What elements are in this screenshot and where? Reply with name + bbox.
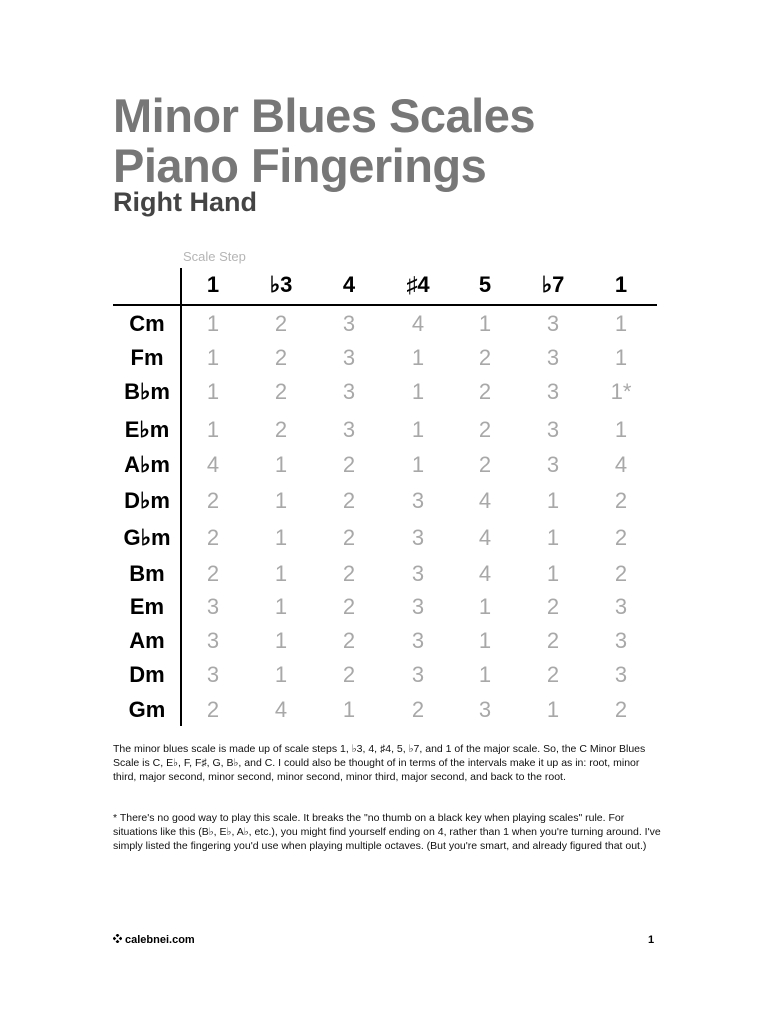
finger-cell: 3 bbox=[342, 417, 356, 442]
finger-cell: 1 bbox=[478, 311, 492, 336]
finger-cell: 2 bbox=[206, 488, 220, 513]
footer-brand-text: calebnei.com bbox=[125, 934, 195, 946]
row-header-key: Gm bbox=[128, 697, 166, 722]
finger-cell: 2 bbox=[342, 561, 356, 586]
finger-cell: 1 bbox=[274, 525, 288, 550]
finger-cell: 2 bbox=[274, 417, 288, 442]
finger-cell: 1 bbox=[411, 345, 425, 370]
finger-cell: 1 bbox=[274, 452, 288, 477]
finger-cell: 4 bbox=[614, 452, 628, 477]
row-header-key: Em bbox=[129, 594, 165, 619]
finger-cell: 1 bbox=[274, 561, 288, 586]
finger-cell: 2 bbox=[478, 452, 492, 477]
finger-cell: 2 bbox=[342, 594, 356, 619]
finger-cell: 1* bbox=[610, 379, 632, 404]
finger-cell: 4 bbox=[274, 697, 288, 722]
finger-cell: 2 bbox=[478, 417, 492, 442]
finger-cell: 3 bbox=[206, 628, 220, 653]
finger-cell: 1 bbox=[614, 345, 628, 370]
finger-cell: 2 bbox=[206, 525, 220, 550]
finger-cell: 2 bbox=[342, 525, 356, 550]
row-header-key: A♭m bbox=[124, 452, 170, 477]
finger-cell: 3 bbox=[614, 662, 628, 687]
column-header: 1 bbox=[614, 272, 628, 297]
finger-cell: 3 bbox=[614, 594, 628, 619]
finger-cell: 3 bbox=[546, 452, 560, 477]
finger-cell: 2 bbox=[614, 561, 628, 586]
finger-cell: 4 bbox=[206, 452, 220, 477]
page-title-line-1: Minor Blues Scales bbox=[113, 89, 535, 142]
finger-cell: 4 bbox=[478, 488, 492, 513]
table-horizontal-divider bbox=[113, 304, 657, 306]
finger-cell: 1 bbox=[546, 525, 560, 550]
finger-cell: 1 bbox=[206, 345, 220, 370]
finger-cell: 2 bbox=[274, 345, 288, 370]
finger-cell: 3 bbox=[411, 594, 425, 619]
row-header-key: Fm bbox=[130, 345, 164, 370]
row-header-key: Am bbox=[129, 628, 165, 653]
finger-cell: 1 bbox=[411, 379, 425, 404]
finger-cell: 4 bbox=[478, 525, 492, 550]
finger-cell: 1 bbox=[478, 662, 492, 687]
finger-cell: 2 bbox=[342, 628, 356, 653]
finger-cell: 1 bbox=[614, 417, 628, 442]
column-header: 5 bbox=[478, 272, 492, 297]
finger-cell: 2 bbox=[342, 662, 356, 687]
finger-cell: 2 bbox=[274, 379, 288, 404]
page-number: 1 bbox=[648, 934, 655, 946]
finger-cell: 1 bbox=[546, 697, 560, 722]
finger-cell: 1 bbox=[206, 311, 220, 336]
finger-cell: 3 bbox=[411, 662, 425, 687]
row-header-key: E♭m bbox=[124, 417, 170, 442]
finger-cell: 1 bbox=[342, 697, 356, 722]
finger-cell: 1 bbox=[274, 628, 288, 653]
finger-cell: 2 bbox=[614, 488, 628, 513]
diamond-logo-icon bbox=[113, 934, 122, 946]
finger-cell: 1 bbox=[274, 662, 288, 687]
finger-cell: 4 bbox=[478, 561, 492, 586]
finger-cell: 3 bbox=[342, 379, 356, 404]
finger-cell: 1 bbox=[206, 379, 220, 404]
finger-cell: 3 bbox=[342, 345, 356, 370]
finger-cell: 1 bbox=[478, 628, 492, 653]
finger-cell: 3 bbox=[546, 379, 560, 404]
finger-cell: 1 bbox=[546, 561, 560, 586]
page-subtitle: Right Hand bbox=[113, 187, 257, 217]
page-title-line-2: Piano Fingerings bbox=[113, 139, 487, 192]
finger-cell: 2 bbox=[411, 697, 425, 722]
row-header-key: Bm bbox=[129, 561, 165, 586]
finger-cell: 3 bbox=[342, 311, 356, 336]
finger-cell: 3 bbox=[546, 311, 560, 336]
finger-cell: 3 bbox=[206, 662, 220, 687]
footer-brand bbox=[113, 934, 195, 946]
finger-cell: 1 bbox=[478, 594, 492, 619]
finger-cell: 2 bbox=[342, 452, 356, 477]
finger-cell: 3 bbox=[614, 628, 628, 653]
finger-cell: 2 bbox=[342, 488, 356, 513]
finger-cell: 3 bbox=[411, 628, 425, 653]
finger-cell: 1 bbox=[546, 488, 560, 513]
row-header-key: Dm bbox=[129, 662, 165, 687]
row-header-key: B♭m bbox=[124, 379, 170, 404]
finger-cell: 4 bbox=[411, 311, 425, 336]
finger-cell: 2 bbox=[614, 525, 628, 550]
finger-cell: 2 bbox=[478, 345, 492, 370]
scale-step-label: Scale Step bbox=[183, 249, 246, 264]
column-header: ♭3 bbox=[269, 272, 293, 297]
row-header-key: Cm bbox=[129, 311, 165, 336]
finger-cell: 1 bbox=[411, 452, 425, 477]
finger-cell: 2 bbox=[206, 697, 220, 722]
finger-cell: 1 bbox=[274, 594, 288, 619]
finger-cell: 2 bbox=[546, 662, 560, 687]
finger-cell: 2 bbox=[614, 697, 628, 722]
finger-cell: 2 bbox=[478, 379, 492, 404]
finger-cell: 1 bbox=[206, 417, 220, 442]
finger-cell: 2 bbox=[206, 561, 220, 586]
finger-cell: 1 bbox=[411, 417, 425, 442]
finger-cell: 1 bbox=[274, 488, 288, 513]
finger-cell: 1 bbox=[614, 311, 628, 336]
column-header: 4 bbox=[342, 272, 356, 297]
finger-cell: 2 bbox=[546, 594, 560, 619]
finger-cell: 3 bbox=[478, 697, 492, 722]
finger-cell: 3 bbox=[546, 345, 560, 370]
finger-cell: 3 bbox=[206, 594, 220, 619]
column-header: 1 bbox=[206, 272, 220, 297]
column-header: ♯4 bbox=[406, 272, 430, 297]
column-header: ♭7 bbox=[541, 272, 565, 297]
footnote-paragraph: * There's no good way to play this scale. It breaks the "no thumb on a black key when playing scales" rule. For situations like this (B♭, E♭, A♭, etc.), you might find yourself ending on 4, rather than 1 when you're turning around. I've simply listed the fingering you'd use when playing multiple octaves. (But you're smart, and already figured that out.) bbox=[113, 812, 661, 852]
row-header-key: G♭m bbox=[123, 525, 171, 550]
finger-cell: 2 bbox=[546, 628, 560, 653]
finger-cell: 3 bbox=[411, 525, 425, 550]
finger-cell: 3 bbox=[411, 561, 425, 586]
explanation-paragraph: The minor blues scale is made up of scale steps 1, ♭3, 4, ♯4, 5, ♭7, and 1 of the major scale. So, the C Minor Blues Scale is C, E♭, F, F♯, G, B♭, and C. I could also be thought of in terms of the intervals make it up as in: root, minor third, major second, minor second, minor second, minor third, major second, and back to the root. bbox=[113, 743, 646, 783]
row-header-key: D♭m bbox=[124, 488, 170, 513]
finger-cell: 3 bbox=[411, 488, 425, 513]
finger-cell: 3 bbox=[546, 417, 560, 442]
finger-cell: 2 bbox=[274, 311, 288, 336]
